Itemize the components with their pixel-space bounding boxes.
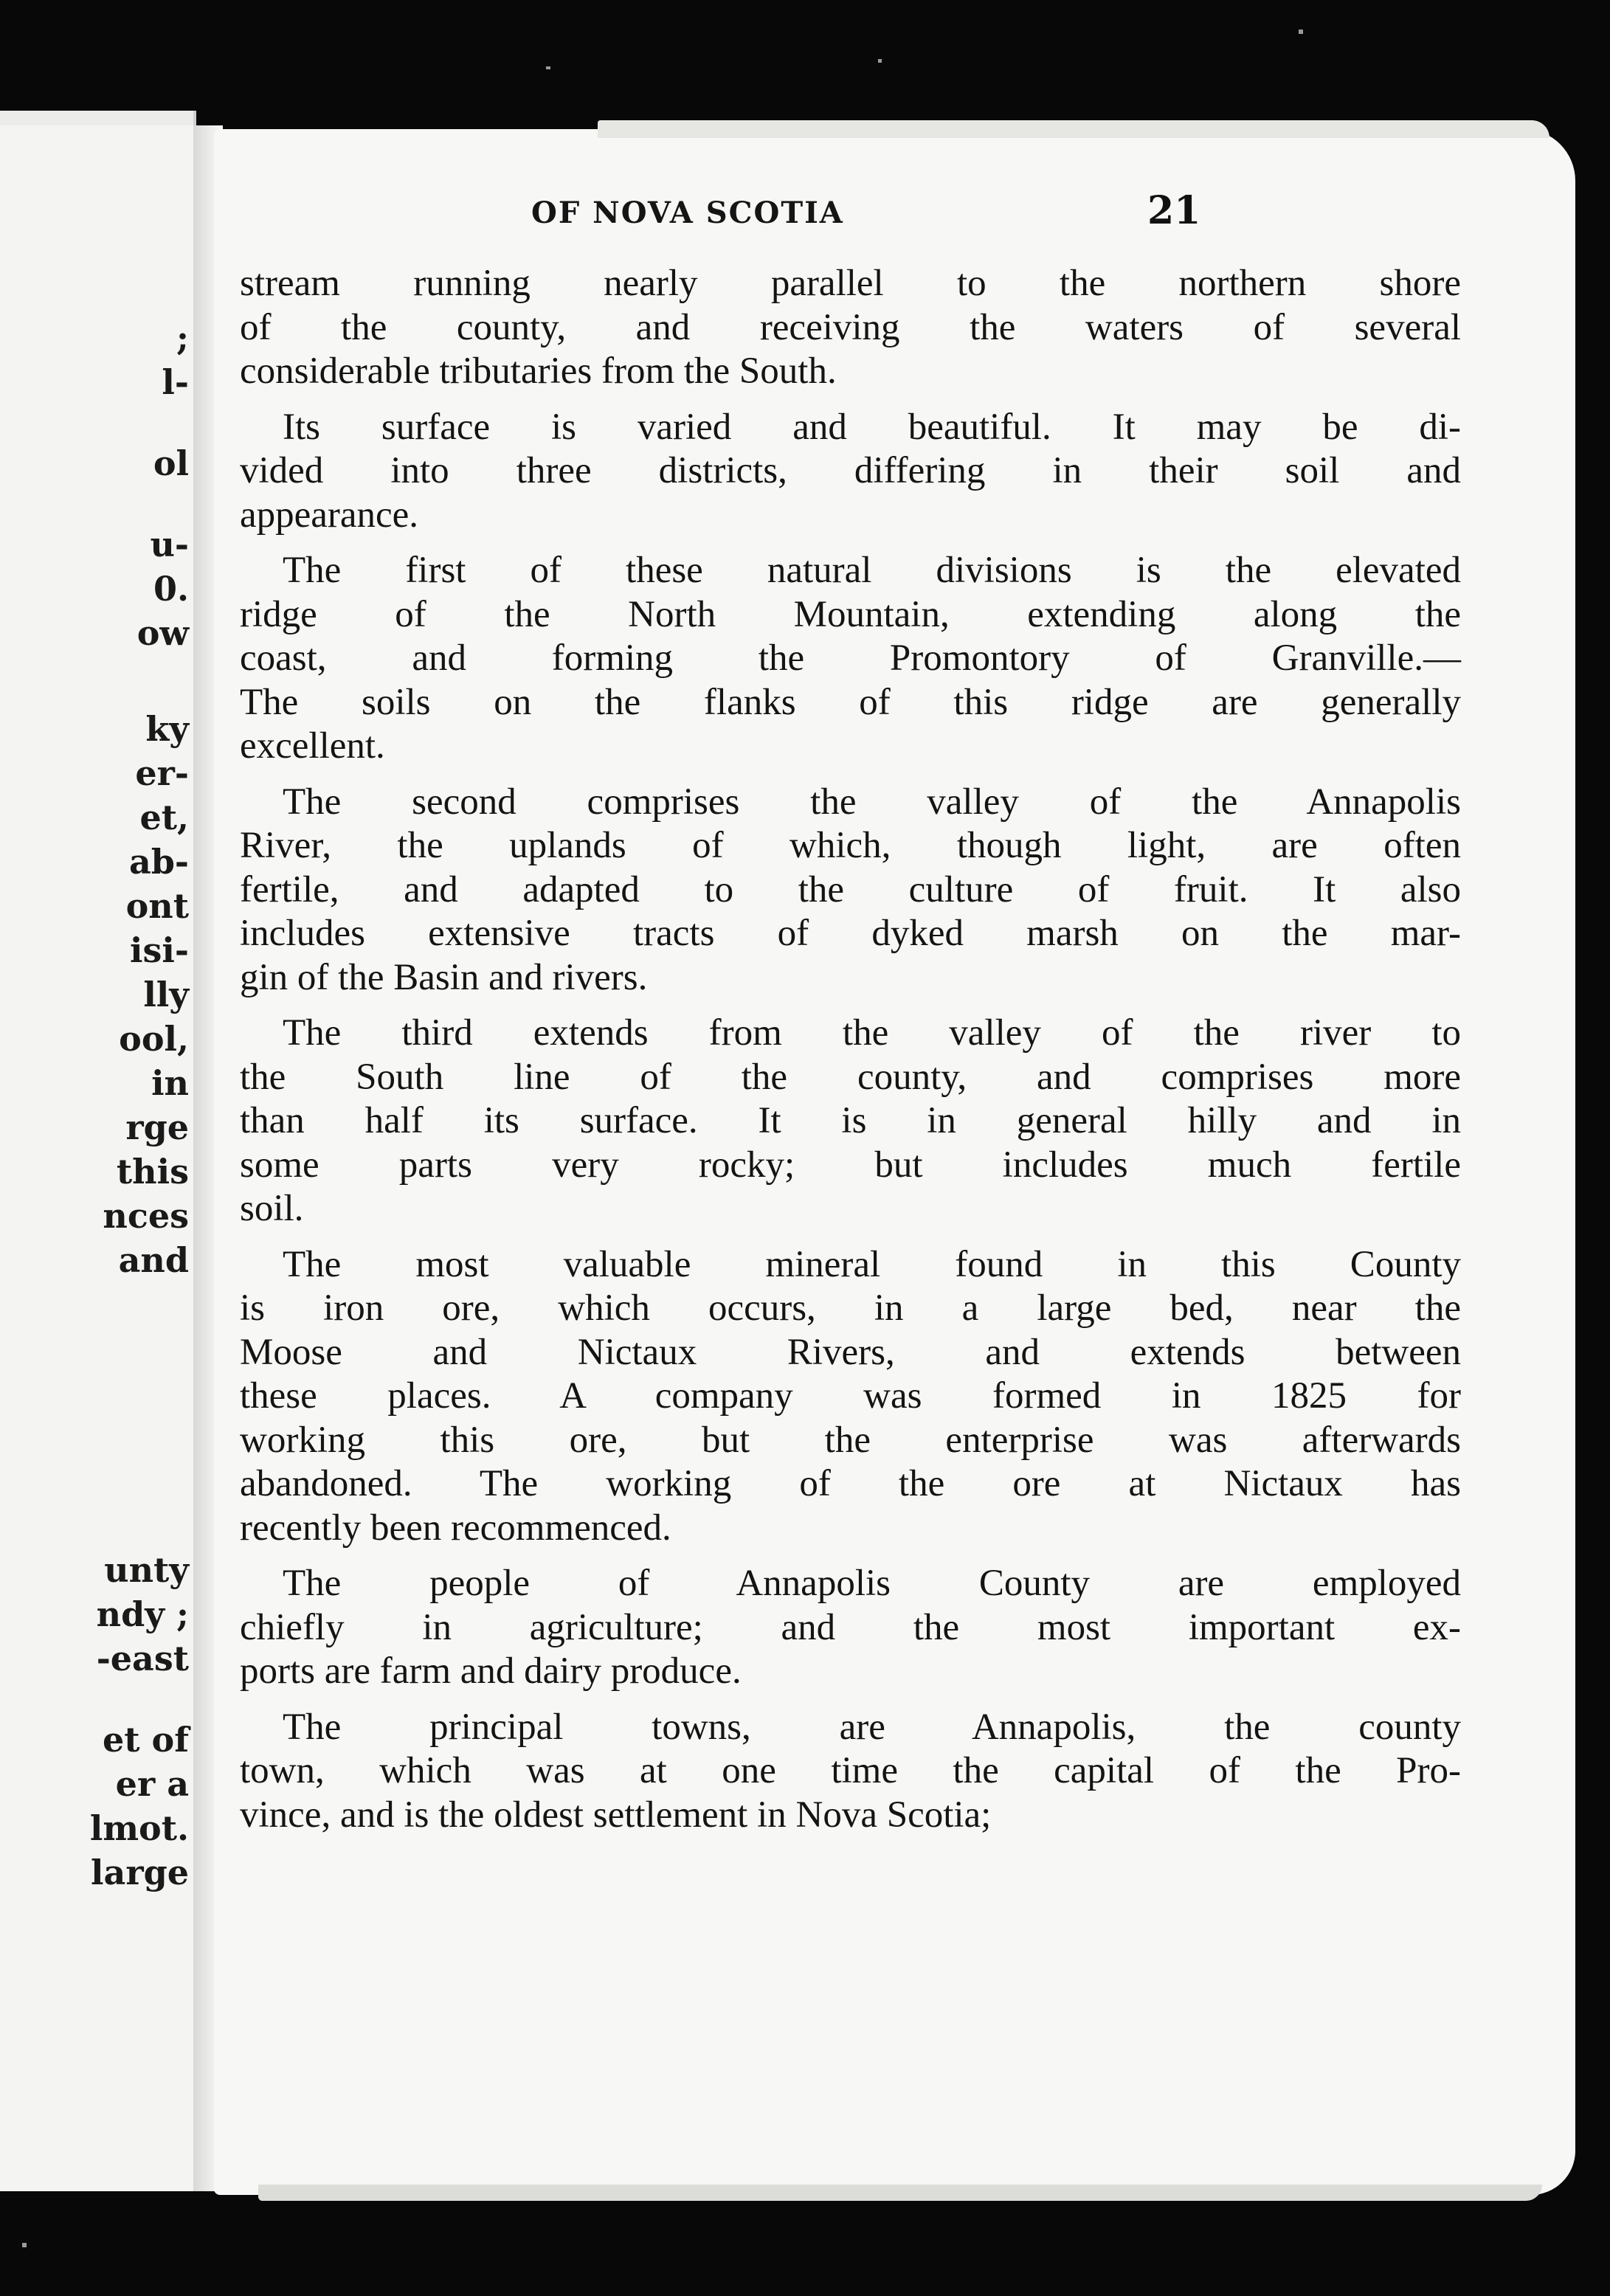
text-line: The principal towns, are Annapolis, the county: [283, 1706, 1461, 1748]
previous-page-fragment: ndy ;: [96, 1594, 189, 1634]
text-line: Moose and Nictaux Rivers, and extends between: [240, 1331, 1461, 1373]
previous-page-fragment: nces: [103, 1196, 189, 1236]
text-line: The soils on the flanks of this ridge are generally: [240, 681, 1461, 723]
text-line: is iron ore, which occurs, in a large bed, near the: [240, 1287, 1461, 1329]
paragraph: [240, 1562, 1461, 1694]
scan-speck: [878, 59, 882, 63]
previous-page-fragment: l-: [162, 362, 189, 402]
previous-page-edge: [0, 111, 196, 2191]
paragraph: [240, 1706, 1461, 1838]
previous-page-fragment: -east: [96, 1639, 189, 1678]
previous-page-fragment: er-: [135, 753, 189, 793]
previous-page-fragment: and: [118, 1240, 189, 1280]
text-line: the South line of the county, and comprises more: [240, 1056, 1461, 1098]
text-line: The most valuable mineral found in this County: [283, 1243, 1461, 1285]
text-line: fertile, and adapted to the culture of fruit. It also: [240, 868, 1461, 910]
previous-page-fragment: et of: [103, 1720, 189, 1760]
text-line: abandoned. The working of the ore at Nictaux has: [240, 1463, 1461, 1504]
text-line: than half its surface. It is in general hilly and in: [240, 1100, 1461, 1141]
text-line: stream running nearly parallel to the northern shore: [240, 263, 1461, 304]
text-line: The third extends from the valley of the river to: [283, 1012, 1461, 1054]
previous-page-fragment: lly: [143, 975, 189, 1014]
text-line: these places. A company was formed in 1825 for: [240, 1375, 1461, 1417]
previous-page-fragment: rge: [125, 1107, 189, 1147]
text-line: considerable tributaries from the South.: [240, 350, 837, 392]
previous-page-fragment: ky: [145, 709, 189, 749]
previous-page-fragment: ool,: [119, 1019, 189, 1059]
previous-page-fragment: lmot.: [89, 1808, 189, 1848]
page-bottom-edge: [258, 2185, 1542, 2201]
scan-speck: [546, 66, 550, 69]
text-line: coast, and forming the Promontory of Granville.—: [240, 637, 1461, 679]
previous-page-fragment: unty: [104, 1550, 189, 1590]
previous-page-fragment: ont: [125, 886, 189, 926]
text-line: excellent.: [240, 725, 385, 767]
previous-page-fragment: ol: [153, 443, 189, 483]
running-head: OF NOVA SCOTIA: [531, 196, 844, 230]
page-top-edge: [598, 120, 1549, 138]
paragraph: [240, 406, 1461, 538]
text-line: The first of these natural divisions is the elevated: [283, 550, 1461, 591]
text-line: of the county, and receiving the waters of several: [240, 306, 1461, 348]
text-line: ports are farm and dairy produce.: [240, 1650, 742, 1692]
previous-page-fragment: 0.: [153, 569, 189, 609]
text-line: The second comprises the valley of the Annapolis: [283, 781, 1461, 823]
text-line: The people of Annapolis County are employed: [283, 1563, 1461, 1604]
text-line: gin of the Basin and rivers.: [240, 956, 648, 998]
text-line: town, which was at one time the capital of the Pro-: [240, 1750, 1461, 1791]
text-line: soil.: [240, 1188, 304, 1229]
paragraph: [240, 1243, 1461, 1551]
previous-page-top-edge: [0, 111, 196, 125]
body-text: [240, 262, 1461, 1849]
paragraph: [240, 1012, 1461, 1231]
previous-page-fragment: er a: [115, 1764, 189, 1804]
text-line: Its surface is varied and beautiful. It may be di-: [283, 406, 1461, 448]
text-line: some parts very rocky; but includes much fertile: [240, 1144, 1461, 1186]
paragraph: [240, 262, 1461, 394]
text-line: vince, and is the oldest settlement in Nova Scotia;: [240, 1794, 992, 1836]
text-line: working this ore, but the enterprise was afterwards: [240, 1419, 1461, 1461]
previous-page-fragment: ;: [176, 318, 189, 358]
text-line: appearance.: [240, 494, 419, 536]
previous-page-fragment: this: [116, 1152, 189, 1192]
text-line: River, the uplands of which, though light, are often: [240, 825, 1461, 866]
page-number: 21: [1147, 188, 1201, 233]
previous-page-fragment: ab-: [128, 842, 189, 882]
text-line: vided into three districts, differing in their soil and: [240, 450, 1461, 491]
text-line: includes extensive tracts of dyked marsh on the mar-: [240, 913, 1461, 954]
scan-speck: [1299, 30, 1303, 34]
paragraph: [240, 781, 1461, 1000]
paragraph: [240, 549, 1461, 769]
text-line: ridge of the North Mountain, extending along the: [240, 593, 1461, 635]
text-line: recently been recommenced.: [240, 1507, 671, 1549]
previous-page-fragment: u-: [150, 525, 189, 564]
previous-page-fragment: in: [151, 1063, 189, 1103]
text-line: chiefly in agriculture; and the most important ex-: [240, 1606, 1461, 1648]
previous-page-fragment: large: [91, 1853, 189, 1892]
previous-page-fragment: isi-: [130, 930, 189, 970]
scan-speck: [22, 2243, 27, 2247]
previous-page-fragment: ow: [137, 613, 189, 653]
previous-page-fragment: et,: [139, 798, 189, 837]
